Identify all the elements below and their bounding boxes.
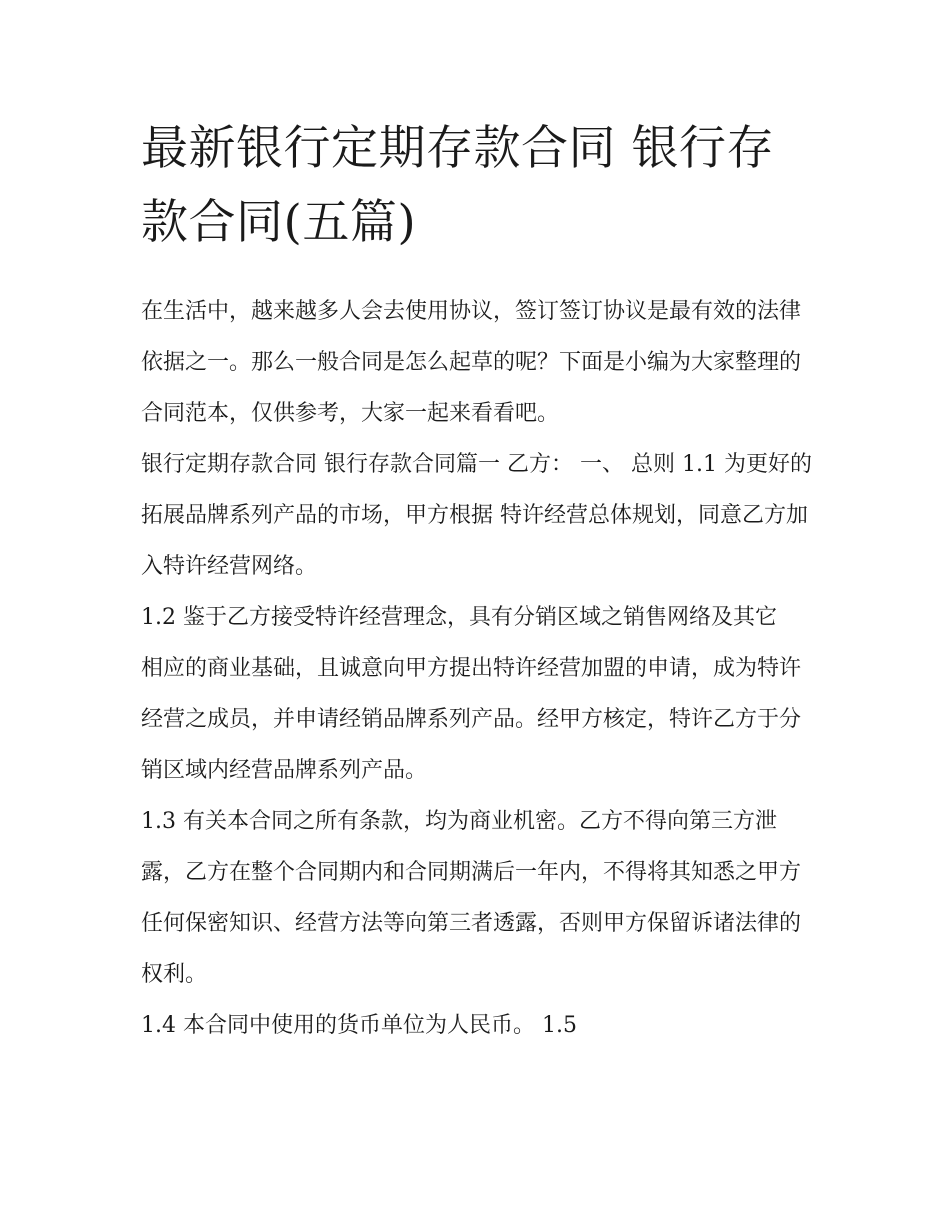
paragraph-section-1-4: 1.4 本合同中使用的货币单位为人民币。 1.5 [141,1013,577,1038]
paragraph-section-1-3: 1.3 有关本合同之所有条款，均为商业机密。乙方不得向第三方泄露，乙方在整个合同期内和合同期满后一年内，不得将其知悉之甲方任何保密知识、经营方法等向第三者透露，否则甲方保留诉诸法律的权利。 [141,809,802,987]
document-body [141,112,816,1051]
paragraph-intro: 在生活中，越来越多人会去使用协议，签订签订协议是最有效的法律依据之一。那么一般合同是怎么起草的呢？下面是小编为大家整理的合同范本，仅供参考，大家一起来看看吧。 [141,299,802,426]
paragraph-section-1-1: 银行定期存款合同 银行存款合同篇一 乙方： 一、 总则 1.1 为更好的拓展品牌系列产品的市场，甲方根据 特许经营总体规划，同意乙方加入特许经营网络。 [141,452,812,579]
document-title: 最新银行定期存款合同 银行存款合同(五篇) [141,121,774,250]
paragraph-section-1-2-cont: 相应的商业基础，且诚意向甲方提出特许经营加盟的申请，成为特许经营之成员，并申请经销品牌系列产品。经甲方核定，特许乙方于分销区域内经营品牌系列产品。 [141,656,802,783]
paragraph-section-1-2: 1.2 鉴于乙方接受特许经营理念，具有分销区域之销售网络及其它 [141,605,777,630]
